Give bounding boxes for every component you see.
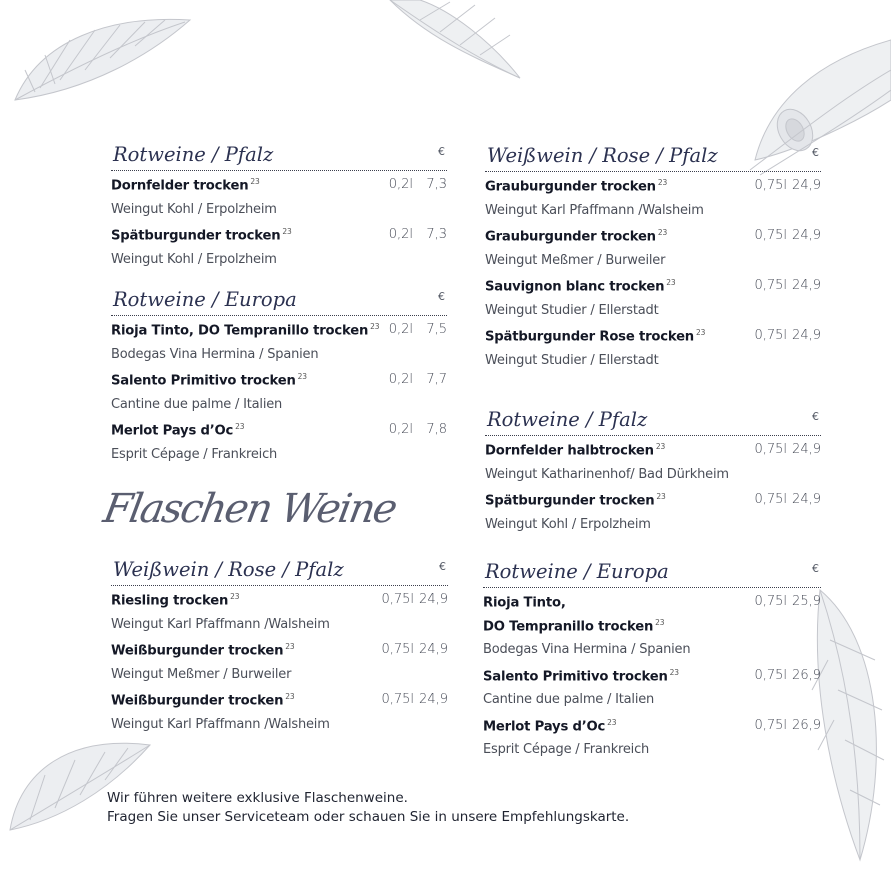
wine-producer: Bodegas Vina Hermina / Spanien <box>111 346 319 362</box>
section-header <box>483 557 821 588</box>
section-header <box>111 285 447 316</box>
currency-label: € <box>438 290 445 303</box>
wine-name: Weißburgunder trocken $^{23}$ <box>111 642 295 659</box>
currency-label: € <box>812 410 819 423</box>
wine-producer: Weingut Kohl / Erpolzheim <box>111 201 277 217</box>
wine-producer: Weingut Meßmer / Burweiler <box>485 252 666 268</box>
list-item <box>111 319 447 366</box>
section-rotweine-europa-bottle <box>483 557 821 762</box>
list-item <box>111 419 447 466</box>
wine-name: Salento Primitivo trocken $^{23}$ <box>111 372 307 389</box>
wine-producer: Cantine due palme / Italien <box>111 396 283 412</box>
wine-price: 24,9 <box>792 278 821 293</box>
wine-name: Riesling trocken $^{23}$ <box>111 592 240 609</box>
list-item <box>485 175 821 222</box>
footer-line-1: Wir führen weitere exklusive Flaschenweine. <box>107 790 408 806</box>
wine-quantity: 0,75l <box>381 592 414 607</box>
list-item <box>111 224 447 271</box>
wine-name: Salento Primitivo trocken $^{23}$ <box>483 667 679 684</box>
wine-quantity: 0,2l <box>388 322 413 337</box>
section-title: Rotweine / Pfalz <box>113 143 274 166</box>
wine-quantity: 0,75l <box>754 667 787 683</box>
wine-quantity: 0,75l <box>381 642 414 657</box>
wine-producer: Weingut Studier / Ellerstadt <box>485 302 659 318</box>
wine-quantity: 0,75l <box>754 717 787 733</box>
wine-name: Weißburgunder trocken $^{23}$ <box>111 692 295 709</box>
footer-note <box>107 789 629 827</box>
currency-label: € <box>812 146 819 159</box>
wine-name: Dornfelder trocken $^{23}$ <box>111 177 260 194</box>
wine-quantity: 0,75l <box>754 228 787 243</box>
wine-price: 24,9 <box>792 328 821 343</box>
wine-price: 24,9 <box>792 178 821 193</box>
section-header <box>111 555 448 586</box>
wine-quantity: 0,75l <box>754 594 787 609</box>
wine-price: 7,3 <box>426 177 447 192</box>
wine-producer: Cantine due palme / Italien <box>483 692 655 707</box>
wine-name: Spätburgunder trocken $^{23}$ <box>485 492 666 509</box>
bottle-wines-heading: Flaschen Weine <box>99 486 400 532</box>
wine-price: 24,9 <box>792 228 821 243</box>
wine-name: Spätburgunder trocken $^{23}$ <box>111 227 292 244</box>
list-item <box>485 225 821 272</box>
wine-name: Rioja Tinto, DO Tempranillo trocken $^{23}$ <box>111 322 380 339</box>
wine-name-continued: DO Tempranillo trocken $^{23}$ <box>483 617 665 634</box>
list-item <box>485 489 821 536</box>
wine-producer: Weingut Katharinenhof/ Bad Dürkheim <box>485 466 729 482</box>
list-item <box>111 174 447 221</box>
feather-icon <box>812 590 884 860</box>
wine-quantity: 0,2l <box>388 422 413 437</box>
section-rotweine-pfalz-glass <box>111 140 447 271</box>
wine-quantity: 0,75l <box>754 328 787 343</box>
wine-price: 24,9 <box>419 592 448 607</box>
list-item <box>483 591 821 662</box>
list-item <box>485 439 821 486</box>
wine-price: 24,9 <box>792 442 821 457</box>
currency-label: € <box>439 560 446 573</box>
currency-label: € <box>438 145 445 158</box>
section-title: Rotweine / Europa <box>485 560 669 583</box>
section-title: Rotweine / Europa <box>113 288 297 311</box>
wine-name: Sauvignon blanc trocken $^{23}$ <box>485 278 676 295</box>
wine-price: 7,5 <box>426 322 447 337</box>
wine-name: Rioja Tinto, <box>483 595 566 611</box>
wine-producer: Weingut Studier / Ellerstadt <box>485 352 659 368</box>
wine-name: Merlot Pays d’Oc $^{23}$ <box>483 717 617 734</box>
wine-producer: Weingut Karl Pfaffmann /Walsheim <box>485 202 704 218</box>
wine-quantity: 0,2l <box>388 372 413 387</box>
wine-quantity: 0,2l <box>388 177 413 192</box>
wine-producer: Weingut Meßmer / Burweiler <box>111 666 292 682</box>
section-rotweine-europa-glass <box>111 285 447 466</box>
wine-quantity: 0,75l <box>754 178 787 193</box>
wine-name: Dornfelder halbtrocken $^{23}$ <box>485 442 666 459</box>
wine-price: 26,9 <box>792 667 821 683</box>
section-weisswein-rose-pfalz-bottle <box>111 555 448 736</box>
wine-price: 24,9 <box>419 642 448 657</box>
section-header <box>485 405 821 436</box>
list-item <box>111 689 448 736</box>
section-title: Rotweine / Pfalz <box>487 408 648 431</box>
section-rotweine-pfalz-bottle <box>485 405 821 536</box>
wine-name: Merlot Pays d’Oc $^{23}$ <box>111 422 245 439</box>
wine-producer: Esprit Cépage / Frankreich <box>111 446 278 462</box>
wine-producer: Esprit Cépage / Frankreich <box>483 742 650 757</box>
wine-quantity: 0,2l <box>388 227 413 242</box>
wine-price: 26,9 <box>792 717 821 733</box>
wine-quantity: 0,75l <box>754 278 787 293</box>
section-header <box>485 141 821 172</box>
wine-name: Grauburgunder trocken $^{23}$ <box>485 178 668 195</box>
wine-producer: Weingut Karl Pfaffmann /Walsheim <box>111 616 330 632</box>
section-title: Weißwein / Rose / Pfalz <box>113 558 344 581</box>
wine-producer: Weingut Kohl / Erpolzheim <box>111 251 277 267</box>
list-item <box>485 325 821 372</box>
section-weisswein-rose-pfalz-bottle <box>485 141 821 372</box>
section-header <box>111 140 447 171</box>
wine-name: Grauburgunder trocken $^{23}$ <box>485 228 668 245</box>
wine-name: Spätburgunder Rose trocken $^{23}$ <box>485 328 706 345</box>
wine-quantity: 0,75l <box>754 442 787 457</box>
feather-icon <box>15 19 190 100</box>
wine-producer: Bodegas Vina Hermina / Spanien <box>483 642 691 657</box>
wine-producer: Weingut Kohl / Erpolzheim <box>485 516 651 532</box>
wine-producer: Weingut Karl Pfaffmann /Walsheim <box>111 716 330 732</box>
list-item <box>483 665 821 712</box>
wine-price: 7,7 <box>426 372 447 387</box>
currency-label: € <box>812 562 819 575</box>
wine-price: 7,3 <box>426 227 447 242</box>
wine-quantity: 0,75l <box>381 692 414 707</box>
list-item <box>485 275 821 322</box>
list-item <box>483 715 821 762</box>
feather-icon <box>390 0 520 78</box>
wine-price: 25,9 <box>792 594 821 609</box>
wine-price: 24,9 <box>419 692 448 707</box>
footer-line-2: Fragen Sie unser Serviceteam oder schauen Sie in unsere Empfehlungskarte. <box>107 809 630 825</box>
list-item <box>111 369 447 416</box>
section-title: Weißwein / Rose / Pfalz <box>487 144 718 167</box>
list-item <box>111 589 448 636</box>
wine-quantity: 0,75l <box>754 492 787 507</box>
wine-price: 7,8 <box>426 422 447 437</box>
wine-price: 24,9 <box>792 492 821 507</box>
list-item <box>111 639 448 686</box>
